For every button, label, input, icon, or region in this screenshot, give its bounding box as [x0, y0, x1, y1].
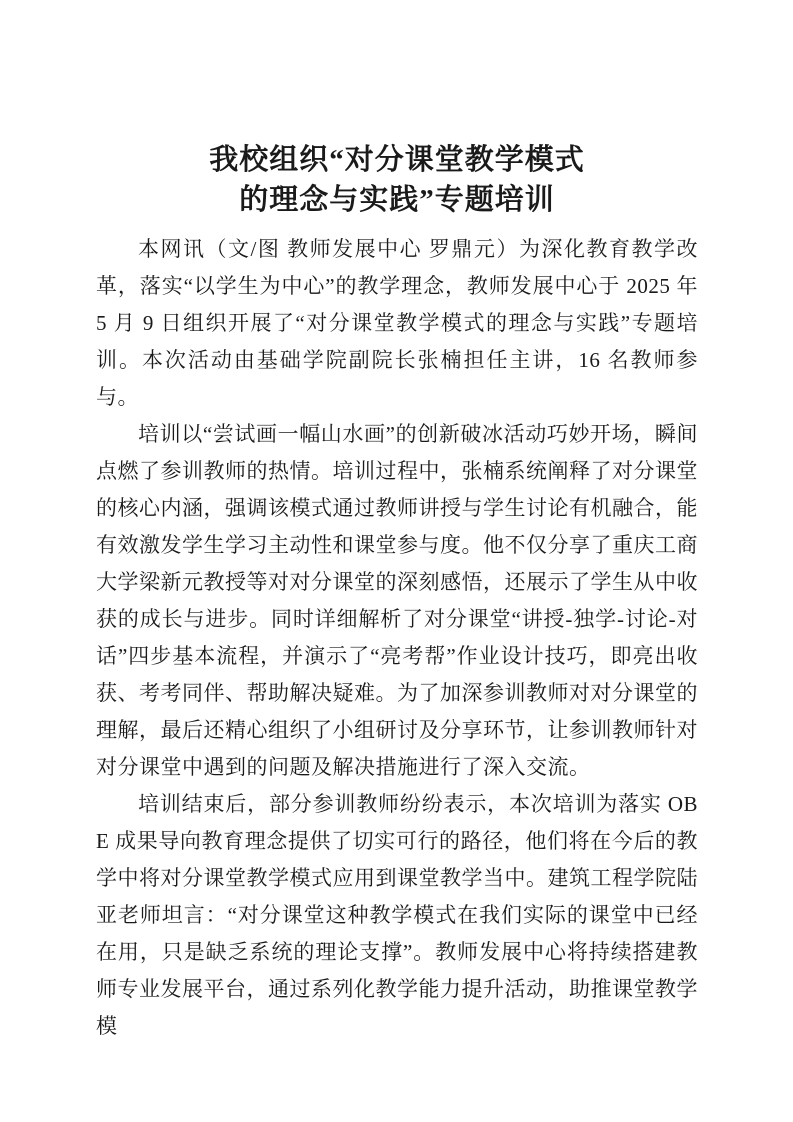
- paragraph-training-process: 培训以“尝试画一幅山水画”的创新破冰活动巧妙开场，瞬间点燃了参训教师的热情。培训过程中，张楠系统阐释了对分课堂的核心内涵，强调该模式通过教师讲授与学生讨论有机融合，能有效激发学生学习主动性和课堂参与度。他不仅分享了重庆工商大学梁新元教授等对对分课堂的深刻感悟，还展示了学生从中收获的成长与进步。同时详细解析了对分课堂“讲授-独学-讨论-对话”四步基本流程，并演示了“亮考帮”作业设计技巧，即亮出收获、考考同伴、帮助解决疑难。为了加深参训教师对对分课堂的理解，最后还精心组织了小组研讨及分享环节，让参训教师针对对分课堂中遇到的问题及解决措施进行了深入交流。: [96, 422, 698, 779]
- page-title: [96, 140, 698, 220]
- page-title-line-2: 的理念与实践”专题培训: [239, 184, 555, 216]
- paragraph-intro: 本网讯（文/图 教师发展中心 罗鼎元）为深化教育教学改革，落实“以学生为中心”的教学理念，教师发展中心于 2025 年 5 月 9 日组织开展了“对分课堂教学模式的理念与实践”专题培训。本次活动由基础学院副院长张楠担任主讲，16 名教师参与。: [96, 237, 698, 409]
- paragraph-feedback: 培训结束后，部分参训教师纷纷表示，本次培训为落实 OBE 成果导向教育理念提供了切实可行的路径，他们将在今后的教学中将对分课堂教学模式应用到课堂教学当中。建筑工程学院陆亚老师坦言：“对分课堂这种教学模式在我们实际的课堂中已经在用，只是缺乏系统的理论支撑”。教师发展中心将持续搭建教师专业发展平台，通过系列化教学能力提升活动，助推课堂教学模: [96, 792, 698, 1038]
- page-title-line-1: 我校组织“对分课堂教学模式: [209, 144, 585, 176]
- document-content: [96, 140, 698, 1045]
